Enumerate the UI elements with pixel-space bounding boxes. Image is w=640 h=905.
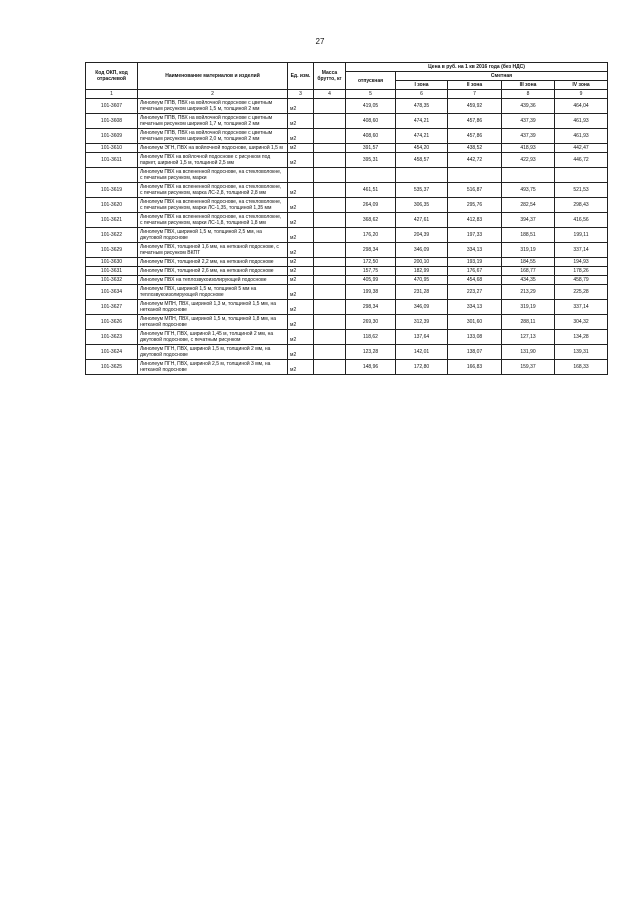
row-unit: м2 [288,276,314,285]
table-row [86,213,608,228]
row-price-zone-2: 412,83 [448,213,502,228]
row-price-zone-3: 434,35 [502,276,555,285]
row-price-zone-2: 442,72 [448,153,502,168]
row-price-zone-1: 182,99 [396,267,448,276]
row-price-zone-4: 461,93 [555,114,608,129]
row-name: Линолеум ПВХ, толщиной 2,2 мм, на нетканой подоснове [138,258,288,267]
row-price-release: 298,34 [346,300,396,315]
col-index: 3 [288,90,314,99]
row-price-zone-2: 197,33 [448,228,502,243]
row-code: 101-3624 [86,345,138,360]
row-price-zone-4: 178,26 [555,267,608,276]
table-row [86,144,608,153]
row-name: Линолеум ППВ, ПВХ на войлочной подоснове с цветным печатным рисунком шириной 2,0 м, толщиной 2 мм [138,129,288,144]
table-row [86,276,608,285]
row-price-zone-4: 442,47 [555,144,608,153]
table-row [86,114,608,129]
row-unit: м2 [288,243,314,258]
row-price-zone-4: 416,56 [555,213,608,228]
row-price-zone-1: 204,39 [396,228,448,243]
row-code: 101-3623 [86,330,138,345]
row-price-zone-1: 312,39 [396,315,448,330]
row-price-zone-3: 159,37 [502,360,555,375]
row-mass [314,300,346,315]
row-name: Линолеум ЭГН, ПВХ на войлочной подоснове, шириной 1,5 м [138,144,288,153]
row-code: 101-3622 [86,228,138,243]
row-price-zone-3: 439,36 [502,99,555,114]
row-mass [314,129,346,144]
row-unit: м2 [288,99,314,114]
row-mass [314,267,346,276]
row-mass [314,276,346,285]
row-price-zone-2: 459,92 [448,99,502,114]
row-price-zone-4: 458,79 [555,276,608,285]
row-code: 101-3619 [86,183,138,198]
row-name: Линолеум ПВХ, шириной 1,5 м, толщиной 5 мм на теплозвукоизолирующей подоснове [138,285,288,300]
row-code: 101-3626 [86,315,138,330]
row-code: 101-3629 [86,243,138,258]
row-unit: м2 [288,114,314,129]
row-name: Линолеум ПВХ на вспененной подоснове, на стекловолокне, с печатным рисунком, марки [138,168,288,183]
col-index: 2 [138,90,288,99]
row-name: Линолеум ППВ, ПВХ на войлочной подоснове с цветным печатным рисунком шириной 1,5 м, толщиной 2 мм [138,99,288,114]
row-price-zone-3: 127,13 [502,330,555,345]
row-mass [314,198,346,213]
header-zone-1: I зона [396,81,448,90]
row-price-zone-2: 334,13 [448,300,502,315]
header-mass: Масса брутто, кг [314,63,346,90]
row-name: Линолеум ПГН, ПВХ, шириной 1,45 м, толщиной 2 мм, на джутовой подоснове, с печатным рисунком [138,330,288,345]
row-price-zone-1: 427,61 [396,213,448,228]
row-unit: м2 [288,183,314,198]
row-mass [314,360,346,375]
row-price-zone-3: 394,37 [502,213,555,228]
row-price-release: 148,96 [346,360,396,375]
row-price-zone-1: 454,20 [396,144,448,153]
row-price-zone-1: 535,37 [396,183,448,198]
row-price-zone-3: 282,54 [502,198,555,213]
row-price-zone-2: 133,08 [448,330,502,345]
row-name: Линолеум ПВХ на вспененной подоснове, на стекловолокне, с печатным рисунком, марки ЛС-1,8, толщиной 1,8 мм [138,213,288,228]
row-price-release: 391,57 [346,144,396,153]
table-row [86,243,608,258]
row-price-zone-1: 142,01 [396,345,448,360]
row-price-zone-1: 478,35 [396,99,448,114]
row-mass [314,99,346,114]
table-row [86,198,608,213]
row-price-zone-4 [555,168,608,183]
table-row [86,183,608,198]
table-row [86,330,608,345]
row-code: 101-3610 [86,144,138,153]
row-price-zone-1: 346,09 [396,300,448,315]
row-price-zone-3: 213,29 [502,285,555,300]
row-price-zone-3: 319,19 [502,243,555,258]
table-row [86,168,608,183]
row-name: Линолеум ПВХ, шириной 1,5 м, толщиной 2,5 мм, на джутовой подоснове [138,228,288,243]
row-code: 101-3631 [86,267,138,276]
row-price-zone-3: 437,39 [502,129,555,144]
page-number: 27 [315,37,325,46]
row-price-zone-1: 200,10 [396,258,448,267]
row-mass [314,144,346,153]
row-price-zone-1: 137,64 [396,330,448,345]
row-price-zone-3: 288,11 [502,315,555,330]
row-price-zone-2: 193,19 [448,258,502,267]
row-price-zone-2: 438,52 [448,144,502,153]
row-unit: м2 [288,360,314,375]
row-price-zone-2: 457,86 [448,129,502,144]
row-mass [314,285,346,300]
row-price-release [346,168,396,183]
row-price-zone-3: 437,39 [502,114,555,129]
header-price-group: Цена в руб. на 1 кв 2016 года (без НДС) [346,63,608,72]
row-price-release: 264,09 [346,198,396,213]
row-price-release: 405,99 [346,276,396,285]
row-price-release: 176,20 [346,228,396,243]
row-price-zone-2: 176,67 [448,267,502,276]
table-row [86,300,608,315]
row-price-zone-2: 334,13 [448,243,502,258]
row-price-release: 118,62 [346,330,396,345]
row-price-zone-4: 446,72 [555,153,608,168]
row-price-zone-2: 166,83 [448,360,502,375]
row-mass [314,168,346,183]
row-name: Линолеум ПВХ на вспененной подоснове, на стекловолокне, с печатным рисунком, марка ЛС-2,8, толщиной 2,8 мм [138,183,288,198]
row-price-release: 419,05 [346,99,396,114]
row-price-zone-4: 304,32 [555,315,608,330]
row-unit: м2 [288,258,314,267]
row-unit: м2 [288,129,314,144]
row-price-zone-4: 521,53 [555,183,608,198]
row-price-release: 123,28 [346,345,396,360]
row-price-zone-3: 184,55 [502,258,555,267]
row-price-zone-4: 199,11 [555,228,608,243]
row-price-zone-4: 225,28 [555,285,608,300]
row-unit: м2 [288,345,314,360]
column-index-row [86,90,608,99]
table-row [86,267,608,276]
row-price-zone-4: 134,28 [555,330,608,345]
row-code: 101-3611 [86,153,138,168]
table-row [86,228,608,243]
header-unit: Ед. изм. [288,63,314,90]
row-name: Линолеум ПГН, ПВХ, шириной 2,5 м, толщиной 3 мм, на нетканой подоснове [138,360,288,375]
row-price-zone-3: 168,77 [502,267,555,276]
row-name: Линолеум ПВХ на теплозвукоизолирующей подоснове [138,276,288,285]
row-mass [314,315,346,330]
price-table [85,62,608,375]
row-price-zone-3: 131,90 [502,345,555,360]
row-price-zone-3: 418,93 [502,144,555,153]
table-row [86,129,608,144]
header-name: Наименование материалов и изделий [138,63,288,90]
row-price-zone-1: 346,09 [396,243,448,258]
row-price-zone-4: 461,93 [555,129,608,144]
col-index: 7 [448,90,502,99]
row-unit: м2 [288,300,314,315]
row-price-zone-1: 474,21 [396,129,448,144]
row-name: Линолеум ПВХ на вспененной подоснове, на стекловолокне, с печатным рисунком, марки ЛС-1,35, толщиной 1,35 мм [138,198,288,213]
row-price-zone-3: 188,51 [502,228,555,243]
row-price-zone-1: 474,21 [396,114,448,129]
row-price-zone-2: 301,60 [448,315,502,330]
header-release: отпускная [346,72,396,90]
header-zone-3: III зона [502,81,555,90]
row-price-zone-2: 295,76 [448,198,502,213]
col-index: 6 [396,90,448,99]
row-price-release: 408,60 [346,129,396,144]
row-mass [314,213,346,228]
row-mass [314,345,346,360]
row-code: 101-3621 [86,213,138,228]
row-price-zone-4: 464,04 [555,99,608,114]
row-price-release: 269,30 [346,315,396,330]
row-price-zone-4: 298,43 [555,198,608,213]
row-code: 101-3609 [86,129,138,144]
row-unit: м2 [288,228,314,243]
row-price-release: 157,75 [346,267,396,276]
row-price-zone-1: 172,80 [396,360,448,375]
row-unit: м2 [288,330,314,345]
row-code: 101-3627 [86,300,138,315]
row-name: Линолеум ПВХ, толщиной 1,6 мм, на нетканой подоснове, с печатным рисунком ВКПТ [138,243,288,258]
row-price-zone-1: 470,95 [396,276,448,285]
row-price-release: 395,31 [346,153,396,168]
row-mass [314,228,346,243]
row-price-zone-4: 337,14 [555,300,608,315]
row-unit: м2 [288,267,314,276]
row-price-zone-4: 139,31 [555,345,608,360]
row-unit: м2 [288,144,314,153]
row-price-release: 172,50 [346,258,396,267]
row-unit: м2 [288,198,314,213]
col-index: 4 [314,90,346,99]
row-mass [314,183,346,198]
col-index: 8 [502,90,555,99]
row-unit: м2 [288,213,314,228]
row-price-zone-3: 422,93 [502,153,555,168]
row-mass [314,243,346,258]
row-price-zone-3: 319,19 [502,300,555,315]
row-mass [314,330,346,345]
row-price-zone-1: 458,57 [396,153,448,168]
row-price-release: 408,60 [346,114,396,129]
row-code: 101-3630 [86,258,138,267]
row-name: Линолеум ПВХ, толщиной 2,6 мм, на нетканой подоснове [138,267,288,276]
table-row [86,315,608,330]
table-row [86,153,608,168]
header-code: Код ОКП, код отраслевой [86,63,138,90]
row-price-zone-4: 337,14 [555,243,608,258]
row-name: Линолеум МПН, ПВХ, шириной 1,3 м, толщиной 1,5 мм, на нетканой подоснове [138,300,288,315]
col-index: 5 [346,90,396,99]
row-code: 101-3625 [86,360,138,375]
row-price-zone-2: 516,87 [448,183,502,198]
row-unit: м2 [288,285,314,300]
header-estimate: Сметная [396,72,608,81]
row-price-zone-3 [502,168,555,183]
row-unit: м2 [288,153,314,168]
row-price-zone-3: 493,75 [502,183,555,198]
row-mass [314,114,346,129]
row-price-zone-4: 168,33 [555,360,608,375]
row-price-release: 298,34 [346,243,396,258]
header-zone-4: IV зона [555,81,608,90]
row-price-zone-2: 454,68 [448,276,502,285]
row-code: 101-3607 [86,99,138,114]
row-price-zone-1: 231,28 [396,285,448,300]
row-price-zone-2 [448,168,502,183]
table-row [86,258,608,267]
row-code: 101-3634 [86,285,138,300]
row-mass [314,153,346,168]
row-code: 101-3608 [86,114,138,129]
row-name: Линолеум ПВХ на войлочной подоснове с рисунком под паркет, шириной 1,5 м, толщиной 2,5 мм [138,153,288,168]
row-unit [288,168,314,183]
row-price-zone-2: 138,07 [448,345,502,360]
row-price-zone-4: 194,93 [555,258,608,267]
row-price-zone-2: 457,86 [448,114,502,129]
row-code [86,168,138,183]
row-price-release: 199,38 [346,285,396,300]
table-row [86,285,608,300]
row-code: 101-3620 [86,198,138,213]
header-zone-2: II зона [448,81,502,90]
row-mass [314,258,346,267]
table-row [86,360,608,375]
row-price-zone-1 [396,168,448,183]
row-price-release: 368,62 [346,213,396,228]
col-index: 1 [86,90,138,99]
row-price-release: 461,51 [346,183,396,198]
row-name: Линолеум ППВ, ПВХ на войлочной подоснове с цветным печатным рисунком шириной 1,7 м, толщиной 2 мм [138,114,288,129]
row-name: Линолеум ПГН, ПВХ, шириной 1,5 м, толщиной 2 мм, на джутовой подоснове [138,345,288,360]
row-unit: м2 [288,315,314,330]
row-name: Линолеум МПН, ПВХ, шириной 1,5 м, толщиной 1,8 мм, на нетканой подоснове [138,315,288,330]
row-price-zone-2: 223,27 [448,285,502,300]
table-row [86,99,608,114]
col-index: 9 [555,90,608,99]
table-row [86,345,608,360]
row-price-zone-1: 306,35 [396,198,448,213]
row-code: 101-3632 [86,276,138,285]
